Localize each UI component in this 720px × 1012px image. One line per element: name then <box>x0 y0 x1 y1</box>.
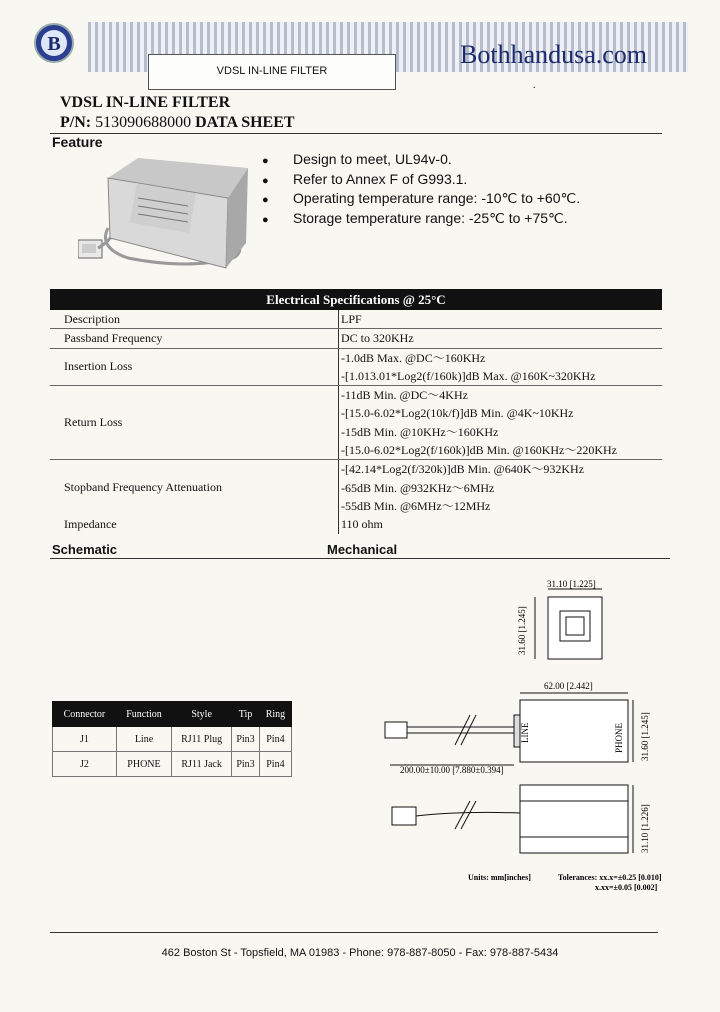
spec-label: Passband Frequency <box>50 329 339 348</box>
bottom-view <box>392 785 633 853</box>
part-number-line <box>60 114 295 132</box>
spec-label: Description <box>50 310 339 329</box>
pn-label: P/N: <box>60 114 92 131</box>
table-cell: Pin4 <box>259 752 291 777</box>
feature-list <box>262 150 580 228</box>
spec-value: -15dB Min. @10KHz～160KHz <box>341 424 499 439</box>
table-row <box>50 329 662 348</box>
column-header: Style <box>172 702 232 727</box>
spec-value: -[42.14*Log2(f/320k)]dB Min. @640K～932KHz <box>341 462 585 477</box>
svg-text:B: B <box>47 33 61 55</box>
spec-value: -55dB Min. @6MHz～12MHz <box>341 498 491 513</box>
electrical-spec-table <box>50 289 662 534</box>
divider <box>50 932 658 933</box>
dim-top-width: 31.10 [1.225] <box>547 579 596 589</box>
table-cell: J1 <box>53 727 117 752</box>
spec-value: -[15.0-6.02*Log2(f/160k)]dB Min. @160KHz～220KHz <box>341 443 618 458</box>
table-row <box>50 348 662 386</box>
schematic-heading: Schematic <box>52 542 118 557</box>
stray-mark: . <box>533 80 536 91</box>
spec-value: LPF <box>341 312 362 326</box>
dim-bottom-height: 31.10 [1.226] <box>640 804 650 853</box>
feature-item: ● Design to meet, UL94v-0. <box>262 150 580 170</box>
column-header: Connector <box>53 702 117 727</box>
top-view <box>535 589 602 659</box>
pn-suffix: DATA SHEET <box>195 114 295 131</box>
spec-value: -[15.0-6.02*Log2(10k/f)]dB Min. @4K~10KHz <box>341 406 574 421</box>
table-row <box>50 310 662 329</box>
connector-table <box>52 701 292 777</box>
tolerance-1: Tolerances: xx.x=±0.25 [0.010] <box>558 873 662 882</box>
table-cell: RJ11 Jack <box>172 752 232 777</box>
table-cell: PHONE <box>116 752 171 777</box>
label-phone: PHONE <box>614 722 624 753</box>
table-cell: Pin3 <box>232 752 260 777</box>
spec-label: Return Loss <box>50 386 339 460</box>
spec-value: 110 ohm <box>341 517 383 532</box>
column-header: Function <box>116 702 171 727</box>
table-cell: J2 <box>53 752 117 777</box>
table-cell: RJ11 Plug <box>172 727 232 752</box>
table-row <box>50 460 662 515</box>
side-view <box>385 693 633 765</box>
feature-item: ● Storage temperature range: -25℃ to +75℃. <box>262 209 580 229</box>
tolerance-2: x.xx=±0.05 [0.002] <box>595 883 658 892</box>
table-cell: Pin4 <box>259 727 291 752</box>
mechanical-heading: Mechanical <box>327 542 398 557</box>
product-photo <box>78 158 248 278</box>
feature-heading: Feature <box>52 134 103 150</box>
spec-value: -11dB Min. @DC～4KHz <box>341 388 468 403</box>
table-header-row <box>53 702 292 727</box>
column-header: Tip <box>232 702 260 727</box>
dim-top-height: 31.60 [1.245] <box>517 606 527 655</box>
spec-value: DC to 320KHz <box>341 331 414 346</box>
brand-name: Bothhandusa.com <box>460 40 648 69</box>
spec-value: -1.0dB Max. @DC～160KHz <box>341 350 486 365</box>
spec-value: -[1.013.01*Log2(f/160k)]dB Max. @160K~320KHz <box>341 368 596 383</box>
table-cell: Line <box>116 727 171 752</box>
spec-label: Insertion Loss <box>50 348 339 386</box>
company-logo-icon <box>30 22 78 64</box>
product-title: VDSL IN-LINE FILTER <box>60 94 231 111</box>
column-header: Ring <box>259 702 291 727</box>
table-row <box>50 386 662 460</box>
label-line: LINE <box>520 722 530 743</box>
dim-cable: 200.00±10.00 [7.880±0.394] <box>400 765 504 775</box>
pn-number: 513090688000 <box>95 114 192 131</box>
dim-body-height: 31.60 [1.245] <box>640 712 650 761</box>
spec-label: Stopband Frequency Attenuation <box>50 460 339 515</box>
divider <box>50 133 662 134</box>
footer-address: 462 Boston St - Topsfield, MA 01983 - Phone: 978-887-8050 - Fax: 978-887-5434 <box>161 947 559 959</box>
table-cell: Pin3 <box>232 727 260 752</box>
dim-body-length: 62.00 [2.442] <box>544 681 593 691</box>
table-row <box>53 727 292 752</box>
table-row <box>50 515 662 533</box>
spec-table-header: Electrical Specifications @ 25°C <box>50 289 662 310</box>
spec-value: -65dB Min. @932KHz～6MHz <box>341 480 495 495</box>
feature-item: ● Refer to Annex F of G993.1. <box>262 170 580 190</box>
doc-title-box: VDSL IN-LINE FILTER <box>148 54 396 90</box>
spec-label: Impedance <box>50 515 339 533</box>
table-row <box>53 752 292 777</box>
mechanical-drawing <box>330 575 690 905</box>
divider <box>50 558 670 559</box>
feature-item: ● Operating temperature range: -10℃ to +60℃. <box>262 189 580 209</box>
units-note: Units: mm[inches] <box>468 873 531 882</box>
